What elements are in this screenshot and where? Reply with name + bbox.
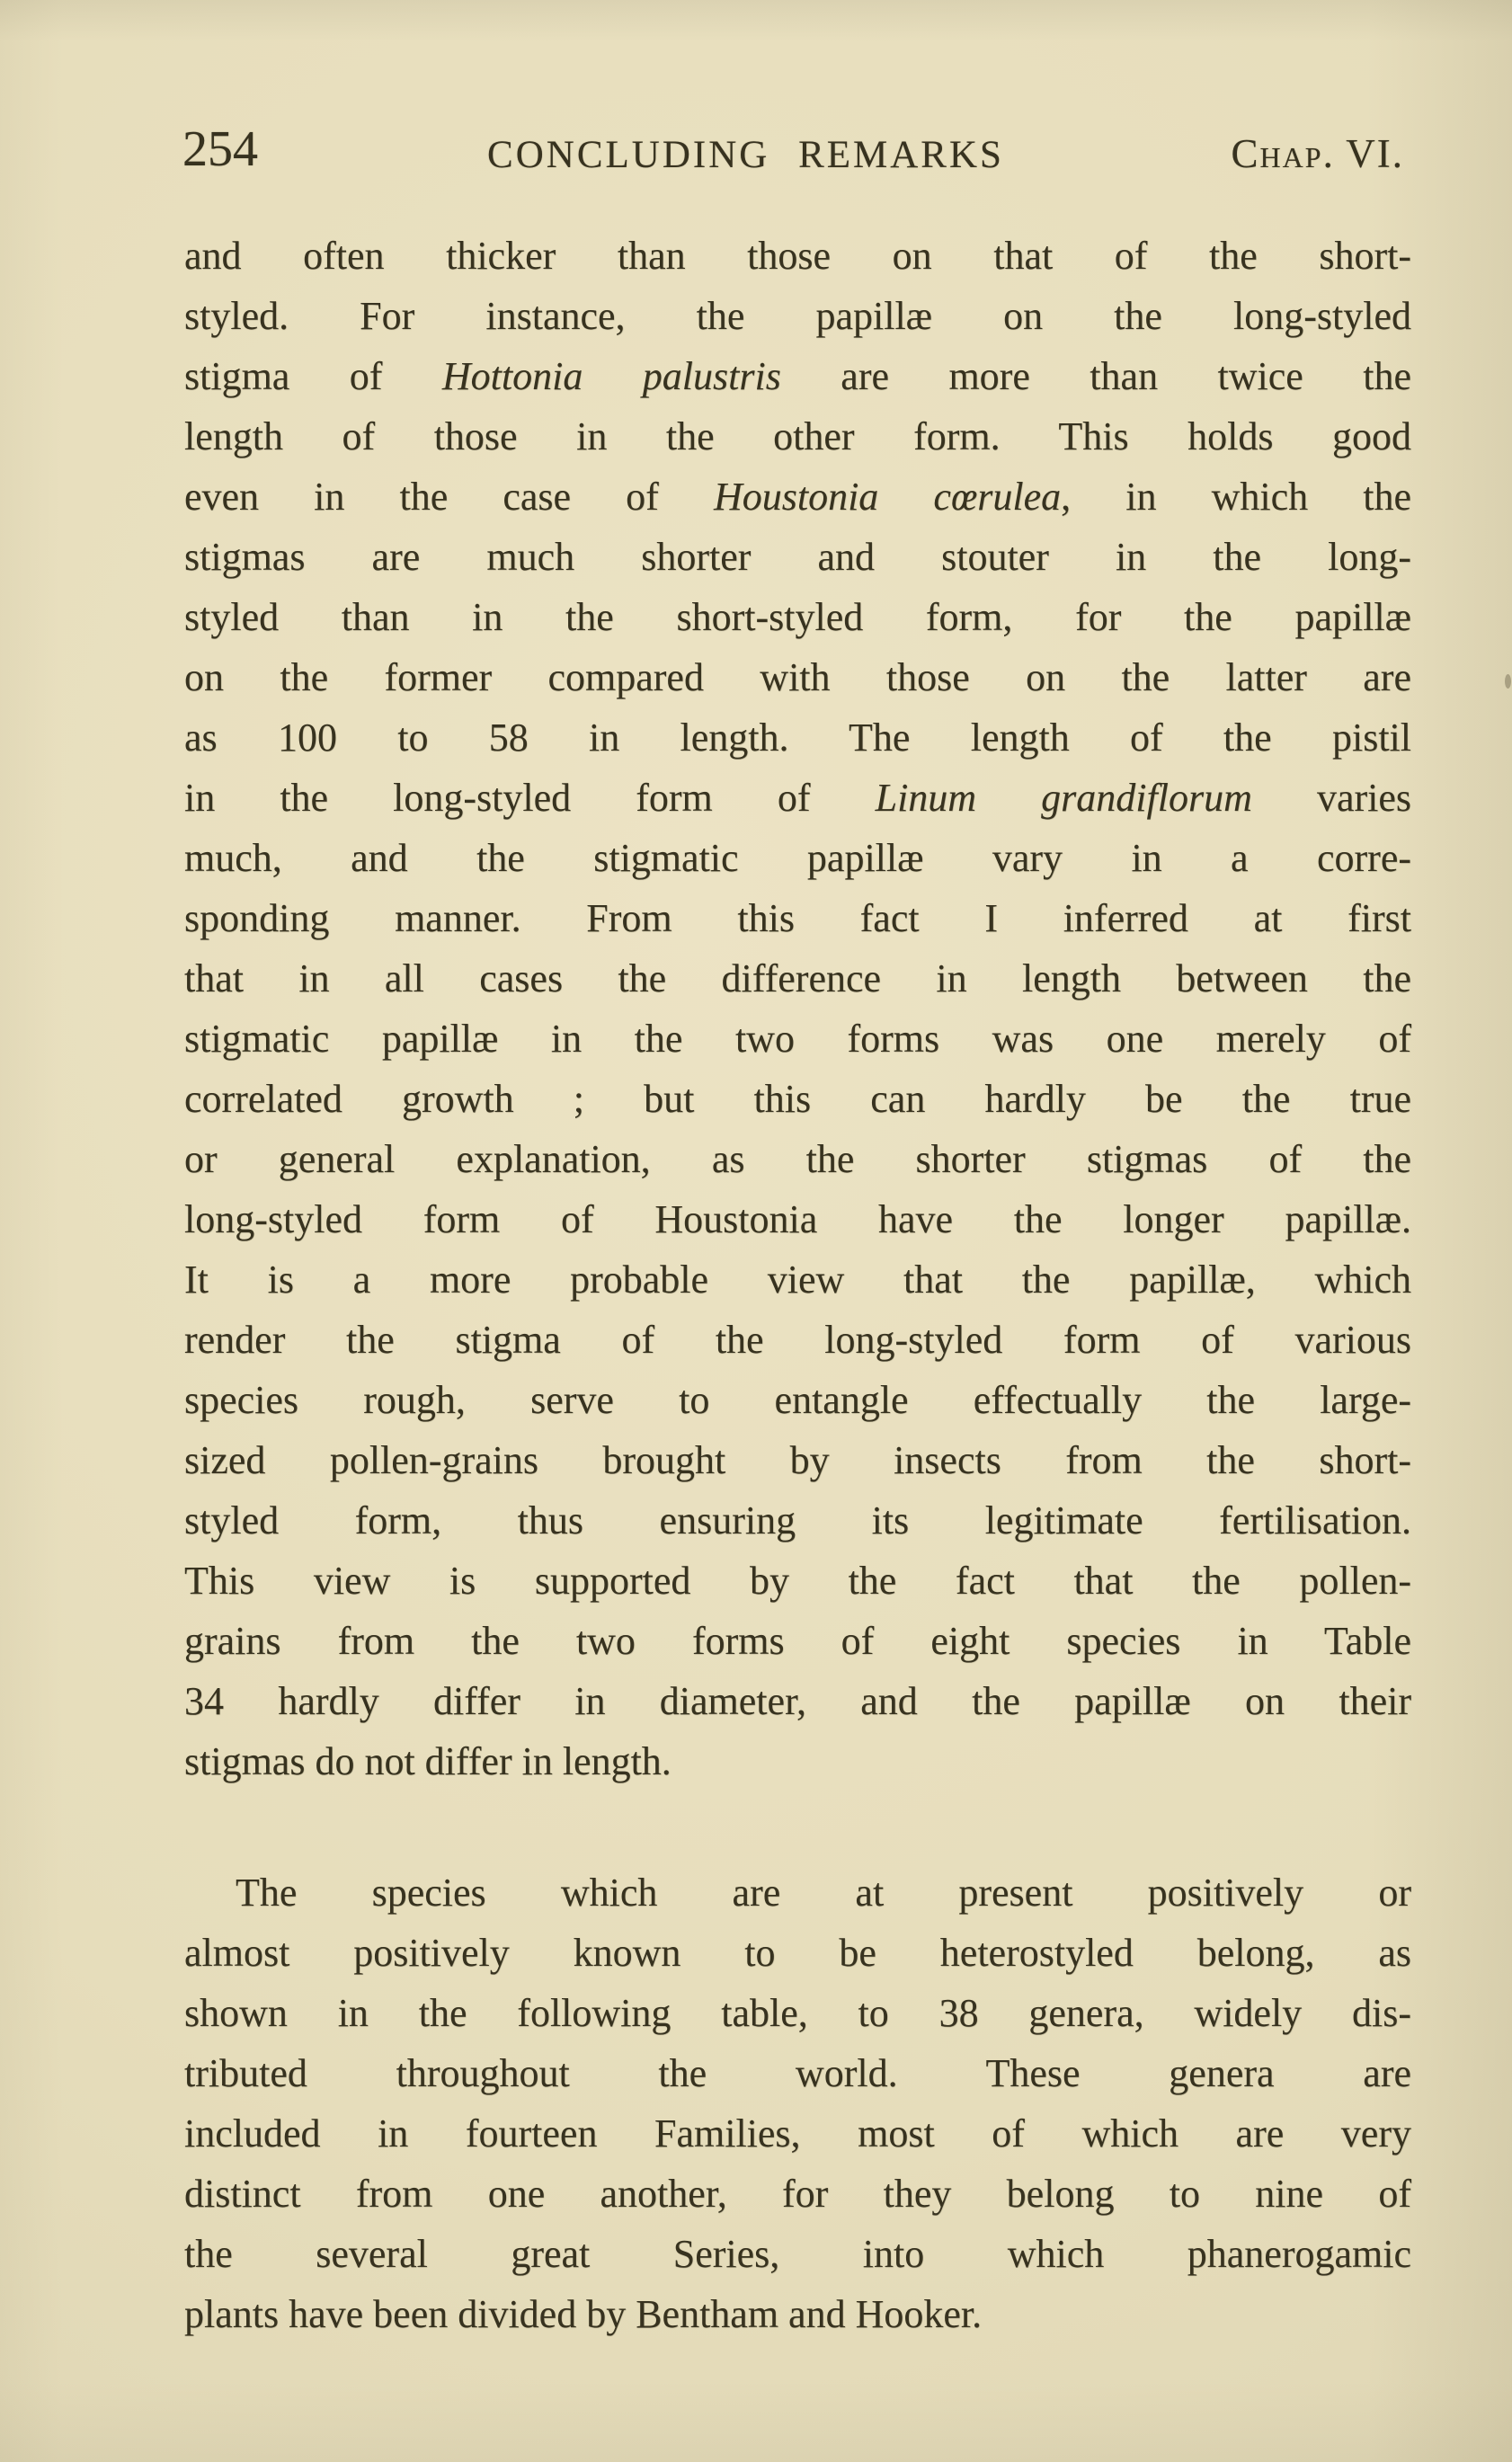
text-segment: stigmas are much shorter and stouter in the long-: [184, 535, 1411, 579]
text-line: [184, 527, 1411, 587]
text-line: [184, 346, 1411, 406]
text-segment: the several great Series, into which phanerogamic: [184, 2232, 1411, 2276]
text-segment: distinct from one another, for they belong to nine of: [184, 2172, 1411, 2216]
paragraph: [184, 226, 1411, 1791]
text-segment: The species which are at present positively or: [236, 1871, 1411, 1915]
text-segment: This view is supported by the fact that the pollen-: [184, 1559, 1411, 1603]
species-name-italic: Linum grandiflorum: [875, 776, 1252, 820]
text-segment: render the stigma of the long-styled form of various: [184, 1318, 1411, 1362]
paragraph: [184, 1862, 1411, 2344]
chapter-label: Chap. VI.: [1231, 131, 1404, 176]
text-line: [184, 2224, 1411, 2284]
text-line: [184, 226, 1411, 286]
text-segment: It is a more probable view that the papillæ, which: [184, 1258, 1411, 1302]
text-line: [184, 1249, 1411, 1310]
text-segment: as 100 to 58 in length. The length of the pistil: [184, 715, 1411, 760]
text-segment: and often thicker than those on that of the short-: [184, 234, 1411, 278]
text-segment: styled form, thus ensuring its legitimate fertilisation.: [184, 1498, 1411, 1542]
text-line: [184, 1370, 1411, 1430]
text-segment: are more than twice the: [780, 354, 1411, 398]
text-line: [184, 1009, 1411, 1069]
text-segment: included in fourteen Families, most of which are very: [184, 2111, 1411, 2155]
text-segment: much, and the stigmatic papillæ vary in a corre-: [184, 836, 1411, 880]
scan-speck: [1505, 674, 1511, 689]
text-segment: that in all cases the difference in length between the: [184, 956, 1411, 1000]
text-segment: or general explanation, as the shorter stigmas of the: [184, 1137, 1411, 1181]
text-line: [184, 2284, 1411, 2344]
text-line: [184, 647, 1411, 707]
text-line: [184, 2164, 1411, 2224]
text-line: [184, 1611, 1411, 1671]
text-segment: stigmatic papillæ in the two forms was one merely of: [184, 1017, 1411, 1061]
text-line: [184, 1731, 1411, 1791]
species-name-italic: Houstonia cœrulea: [713, 475, 1062, 519]
text-line: [184, 828, 1411, 888]
text-segment: shown in the following table, to 38 genera, widely dis-: [184, 1991, 1411, 2035]
text-line: [184, 888, 1411, 948]
text-line: [184, 2043, 1411, 2103]
text-line: [184, 948, 1411, 1009]
text-line: [184, 1671, 1411, 1731]
text-line: [184, 707, 1411, 768]
text-line: [184, 467, 1411, 527]
text-segment: plants have been divided by Bentham and Hooker.: [184, 2292, 983, 2336]
text-segment: sized pollen-grains brought by insects from the short-: [184, 1438, 1411, 1482]
text-segment: styled than in the short-styled form, for the papillæ: [184, 595, 1411, 639]
text-segment: stigma of: [184, 354, 442, 398]
page-header: [0, 0, 1512, 198]
text-segment: 34 hardly differ in diameter, and the papillæ on their: [184, 1679, 1411, 1723]
text-line: [184, 587, 1411, 647]
text-segment: long-styled form of Houstonia have the longer papillæ.: [184, 1197, 1411, 1241]
running-title: CONCLUDING REMARKS: [487, 134, 1004, 176]
text-line: [184, 406, 1411, 467]
text-segment: in the long-styled form of: [184, 776, 876, 820]
text-segment: sponding manner. From this fact I inferred at first: [184, 896, 1411, 940]
text-line: [184, 286, 1411, 346]
species-name-italic: Hottonia palustris: [441, 354, 781, 398]
text-segment: almost positively known to be heterostyled belong, as: [184, 1931, 1411, 1975]
text-line: [184, 1983, 1411, 2043]
text-line: [184, 1551, 1411, 1611]
text-segment: grains from the two forms of eight species in Table: [184, 1619, 1411, 1663]
text-segment: varies: [1251, 776, 1412, 820]
text-segment: length of those in the other form. This holds good: [184, 414, 1411, 458]
text-segment: styled. For instance, the papillæ on the long-styled: [184, 294, 1411, 338]
text-line: [184, 1862, 1411, 1923]
text-line: [184, 768, 1411, 828]
text-segment: on the former compared with those on the latter are: [184, 655, 1411, 699]
text-segment: , in which the: [1061, 475, 1412, 519]
text-line: [184, 1069, 1411, 1129]
text-segment: even in the case of: [184, 475, 714, 519]
text-line: [184, 1189, 1411, 1249]
text-segment: correlated growth ; but this can hardly be the true: [184, 1077, 1411, 1121]
page-number: 254: [182, 121, 258, 177]
text-segment: tributed throughout the world. These genera are: [184, 2051, 1411, 2095]
text-line: [184, 2103, 1411, 2164]
page-body: [184, 226, 1411, 2344]
text-segment: stigmas do not differ in length.: [184, 1739, 672, 1783]
text-line: [184, 1430, 1411, 1490]
text-line: [184, 1129, 1411, 1189]
text-line: [184, 1923, 1411, 1983]
text-line: [184, 1310, 1411, 1370]
text-line: [184, 1490, 1411, 1551]
text-segment: species rough, serve to entangle effectually the large-: [184, 1378, 1411, 1422]
